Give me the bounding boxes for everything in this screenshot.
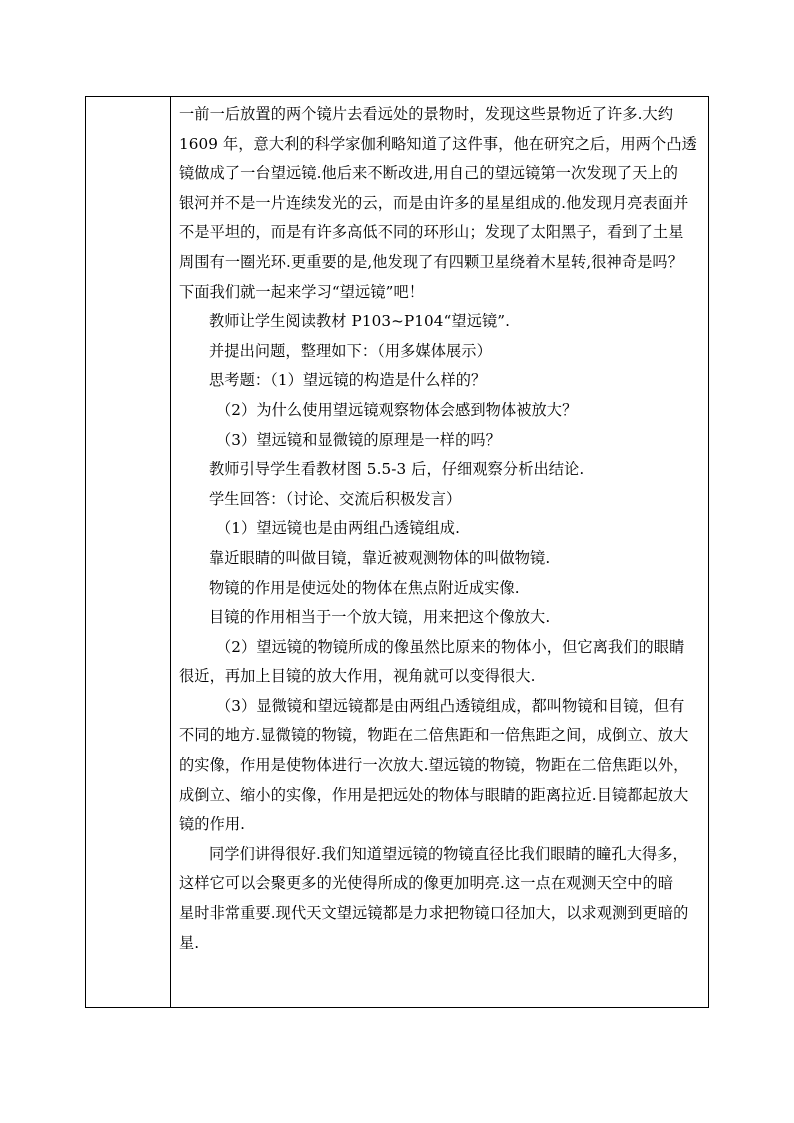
- text-line: 物镜的作用是使远处的物体在焦点附近成实像.: [209, 578, 520, 597]
- text-line: （2）望远镜的物镜所成的像虽然比原来的物体小，但它离我们的眼睛: [216, 637, 685, 656]
- text-line: 镜做成了一台望远镜.他后来不断改进,用自己的望远镜第一次发现了天上的: [179, 164, 679, 183]
- left-column-cell: [86, 97, 171, 1007]
- text-line: 并提出问题，整理如下：（用多媒体展示）: [209, 341, 492, 360]
- content-cell: [171, 97, 708, 1007]
- text-line: （2）为什么使用望远镜观察物体会感到物体被放大？: [216, 400, 578, 419]
- text-line: 的实像，作用是使物体进行一次放大.望远镜的物镜，物距在二倍焦距以外，: [179, 756, 689, 775]
- text-line: 星时非常重要.现代天文望远镜都是力求把物镜口径加大，以求观测到更暗的: [179, 904, 689, 923]
- text-line: 成倒立、缩小的实像，作用是把远处的物体与眼睛的距离拉近.目镜都起放大: [179, 785, 689, 804]
- text-line: 教师引导学生看教材图 5.5-3 后，仔细观察分析出结论.: [209, 460, 585, 479]
- text-line: 一前一后放置的两个镜片去看远处的景物时，发现这些景物近了许多.大约: [179, 105, 674, 123]
- text-line: 教师让学生阅读教材 P103~P104“望远镜”.: [209, 312, 511, 331]
- text-line: 不是平坦的，而是有许多高低不同的环形山；发现了太阳黑子，看到了土星: [179, 223, 684, 242]
- text-line: 同学们讲得很好.我们知道望远镜的物镜直径比我们眼睛的瞳孔大得多，: [209, 844, 688, 863]
- text-line: 很近，再加上目镜的放大作用，视角就可以变得很大.: [179, 667, 536, 686]
- text-line: 这样它可以会聚更多的光使得所成的像更加明亮.这一点在观测天空中的暗: [179, 874, 674, 893]
- text-line: 1609 年，意大利的科学家伽利略知道了这件事，他在研究之后，用两个凸透: [179, 134, 697, 153]
- text-line: （1）望远镜也是由两组凸透镜组成.: [216, 519, 461, 538]
- text-line: （3）显微镜和望远镜都是由两组凸透镜组成，都叫物镜和目镜，但有: [216, 696, 685, 715]
- text-line: 不同的地方.显微镜的物镜，物距在二倍焦距和一倍焦距之间，成倒立、放大: [179, 726, 689, 745]
- text-line: 镜的作用.: [179, 815, 246, 834]
- text-line: 思考题：（1）望远镜的构造是什么样的？: [209, 371, 487, 390]
- text-line: 星.: [179, 933, 200, 952]
- text-line: 靠近眼睛的叫做目镜，靠近被观测物体的叫做物镜.: [209, 548, 551, 567]
- text-line: 学生回答：（讨论、交流后积极发言）: [209, 489, 462, 508]
- lesson-table: [85, 96, 709, 1008]
- text-line: 银河并不是一片连续发光的云，而是由许多的星星组成的.他发现月亮表面并: [179, 193, 689, 212]
- text-line: 下面我们就一起来学习“望远镜”吧！: [179, 282, 425, 301]
- text-line: （3）望远镜和显微镜的原理是一样的吗？: [216, 430, 501, 449]
- text-line: 目镜的作用相当于一个放大镜，用来把这个像放大.: [209, 608, 551, 627]
- text-line: 周围有一圈光环.更重要的是,他发现了有四颗卫星绕着木星转,很神奇是吗？: [179, 252, 683, 271]
